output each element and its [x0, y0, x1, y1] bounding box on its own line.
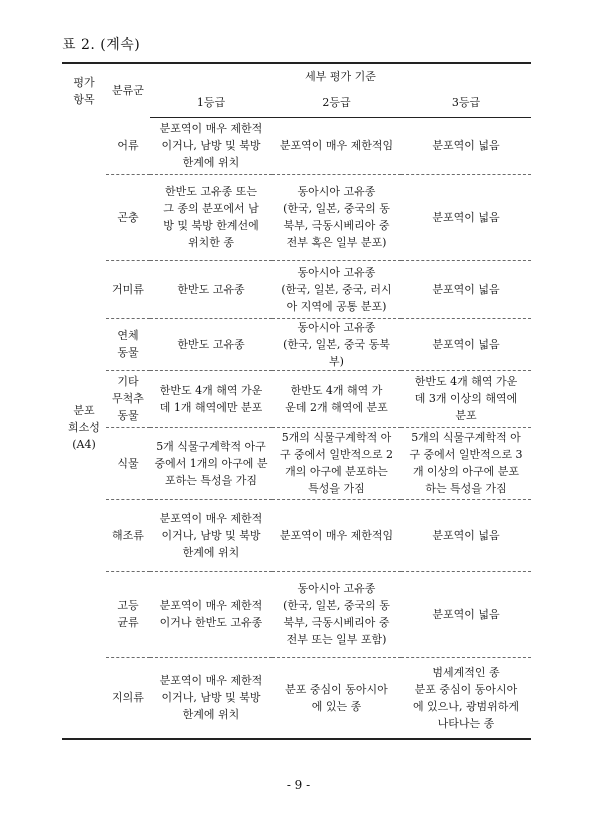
grade-3-cell: 5개의 식물구계학적 아 구 중에서 일반적으로 3 개 이상의 아구에 분포 하는 특성을 가짐: [401, 427, 531, 499]
table-row: [62, 117, 531, 174]
table-row: [62, 657, 531, 739]
header-category: 분류군: [106, 63, 150, 117]
grade-1-cell: 5개 식물구계학적 아구 중에서 1개의 아구에 분 포하는 특성을 가짐: [150, 427, 272, 499]
table-row: [62, 174, 531, 260]
header-criteria: 세부 평가 기준: [150, 63, 531, 89]
table-row: [62, 260, 531, 318]
category-cell: 해조류: [106, 499, 150, 571]
grade-3-cell: 분포역이 넓음: [401, 174, 531, 260]
grade-2-cell: 5개의 식물구계학적 아 구 중에서 일반적으로 2 개의 아구에 분포하는 특성을 가짐: [272, 427, 401, 499]
header-item: 평가 항목: [62, 63, 106, 117]
grade-2-cell: 분포역이 매우 제한적임: [272, 117, 401, 174]
grade-2-cell: 분포 중심이 동아시아 에 있는 종: [272, 657, 401, 739]
grade-3-cell: 한반도 4개 해역 가운 데 3개 이상의 해역에 분포: [401, 370, 531, 427]
category-cell: 식물: [106, 427, 150, 499]
category-cell: 기타 무척추 동물: [106, 370, 150, 427]
grade-3-cell: 분포역이 넓음: [401, 260, 531, 318]
table-row: [62, 318, 531, 370]
grade-2-cell: 동아시아 고유종 (한국, 일본, 중국, 러시 아 지역에 공통 분포): [272, 260, 401, 318]
category-cell: 지의류: [106, 657, 150, 739]
table-caption: 표 2. (계속): [62, 37, 141, 53]
grade-2-cell: 한반도 4개 해역 가 운데 2개 해역에 분포: [272, 370, 401, 427]
table-row: [62, 571, 531, 657]
grade-2-cell: 동아시아 고유종 (한국, 일본, 중국 동북부): [272, 318, 401, 370]
grade-2-cell: 동아시아 고유종 (한국, 일본, 중국의 동 북부, 극동시베리아 중 전부 혹은 일부 분포): [272, 174, 401, 260]
grade-1-cell: 한반도 고유종: [150, 318, 272, 370]
page-number: - 9 -: [286, 778, 311, 792]
header-grade-3: 3등급: [401, 89, 531, 117]
evaluation-criteria-table: [62, 62, 531, 740]
grade-2-cell: 동아시아 고유종 (한국, 일본, 중국의 동 북부, 극동시베리아 중 전부 또는 일부 포함): [272, 571, 401, 657]
category-cell: 곤충: [106, 174, 150, 260]
item-name: 분포 희소성 (A4): [62, 117, 106, 739]
grade-1-cell: 분포역이 매우 제한적 이거나, 남방 및 북방 한계에 위치: [150, 657, 272, 739]
category-cell: 연체 동물: [106, 318, 150, 370]
table-row: [62, 370, 531, 427]
grade-1-cell: 분포역이 매우 제한적 이거나, 남방 및 북방 한계에 위치: [150, 117, 272, 174]
grade-3-cell: 분포역이 넓음: [401, 117, 531, 174]
grade-3-cell: 범세계적인 종 분포 중심이 동아시아 에 있으나, 광범위하게 나타나는 종: [401, 657, 531, 739]
table-row: [62, 499, 531, 571]
table-row: [62, 427, 531, 499]
grade-1-cell: 한반도 고유종: [150, 260, 272, 318]
grade-1-cell: 한반도 4개 해역 가운 데 1개 해역에만 분포: [150, 370, 272, 427]
header-grade-2: 2등급: [272, 89, 401, 117]
category-cell: 거미류: [106, 260, 150, 318]
grade-1-cell: 한반도 고유종 또는 그 종의 분포에서 남 방 및 북방 한계선에 위치한 종: [150, 174, 272, 260]
grade-3-cell: 분포역이 넓음: [401, 318, 531, 370]
category-cell: 어류: [106, 117, 150, 174]
header-grade-1: 1등급: [150, 89, 272, 117]
grade-1-cell: 분포역이 매우 제한적 이거나 한반도 고유종: [150, 571, 272, 657]
grade-2-cell: 분포역이 매우 제한적임: [272, 499, 401, 571]
category-cell: 고등 균류: [106, 571, 150, 657]
grade-3-cell: 분포역이 넓음: [401, 571, 531, 657]
grade-1-cell: 분포역이 매우 제한적 이거나, 남방 및 북방 한계에 위치: [150, 499, 272, 571]
grade-3-cell: 분포역이 넓음: [401, 499, 531, 571]
